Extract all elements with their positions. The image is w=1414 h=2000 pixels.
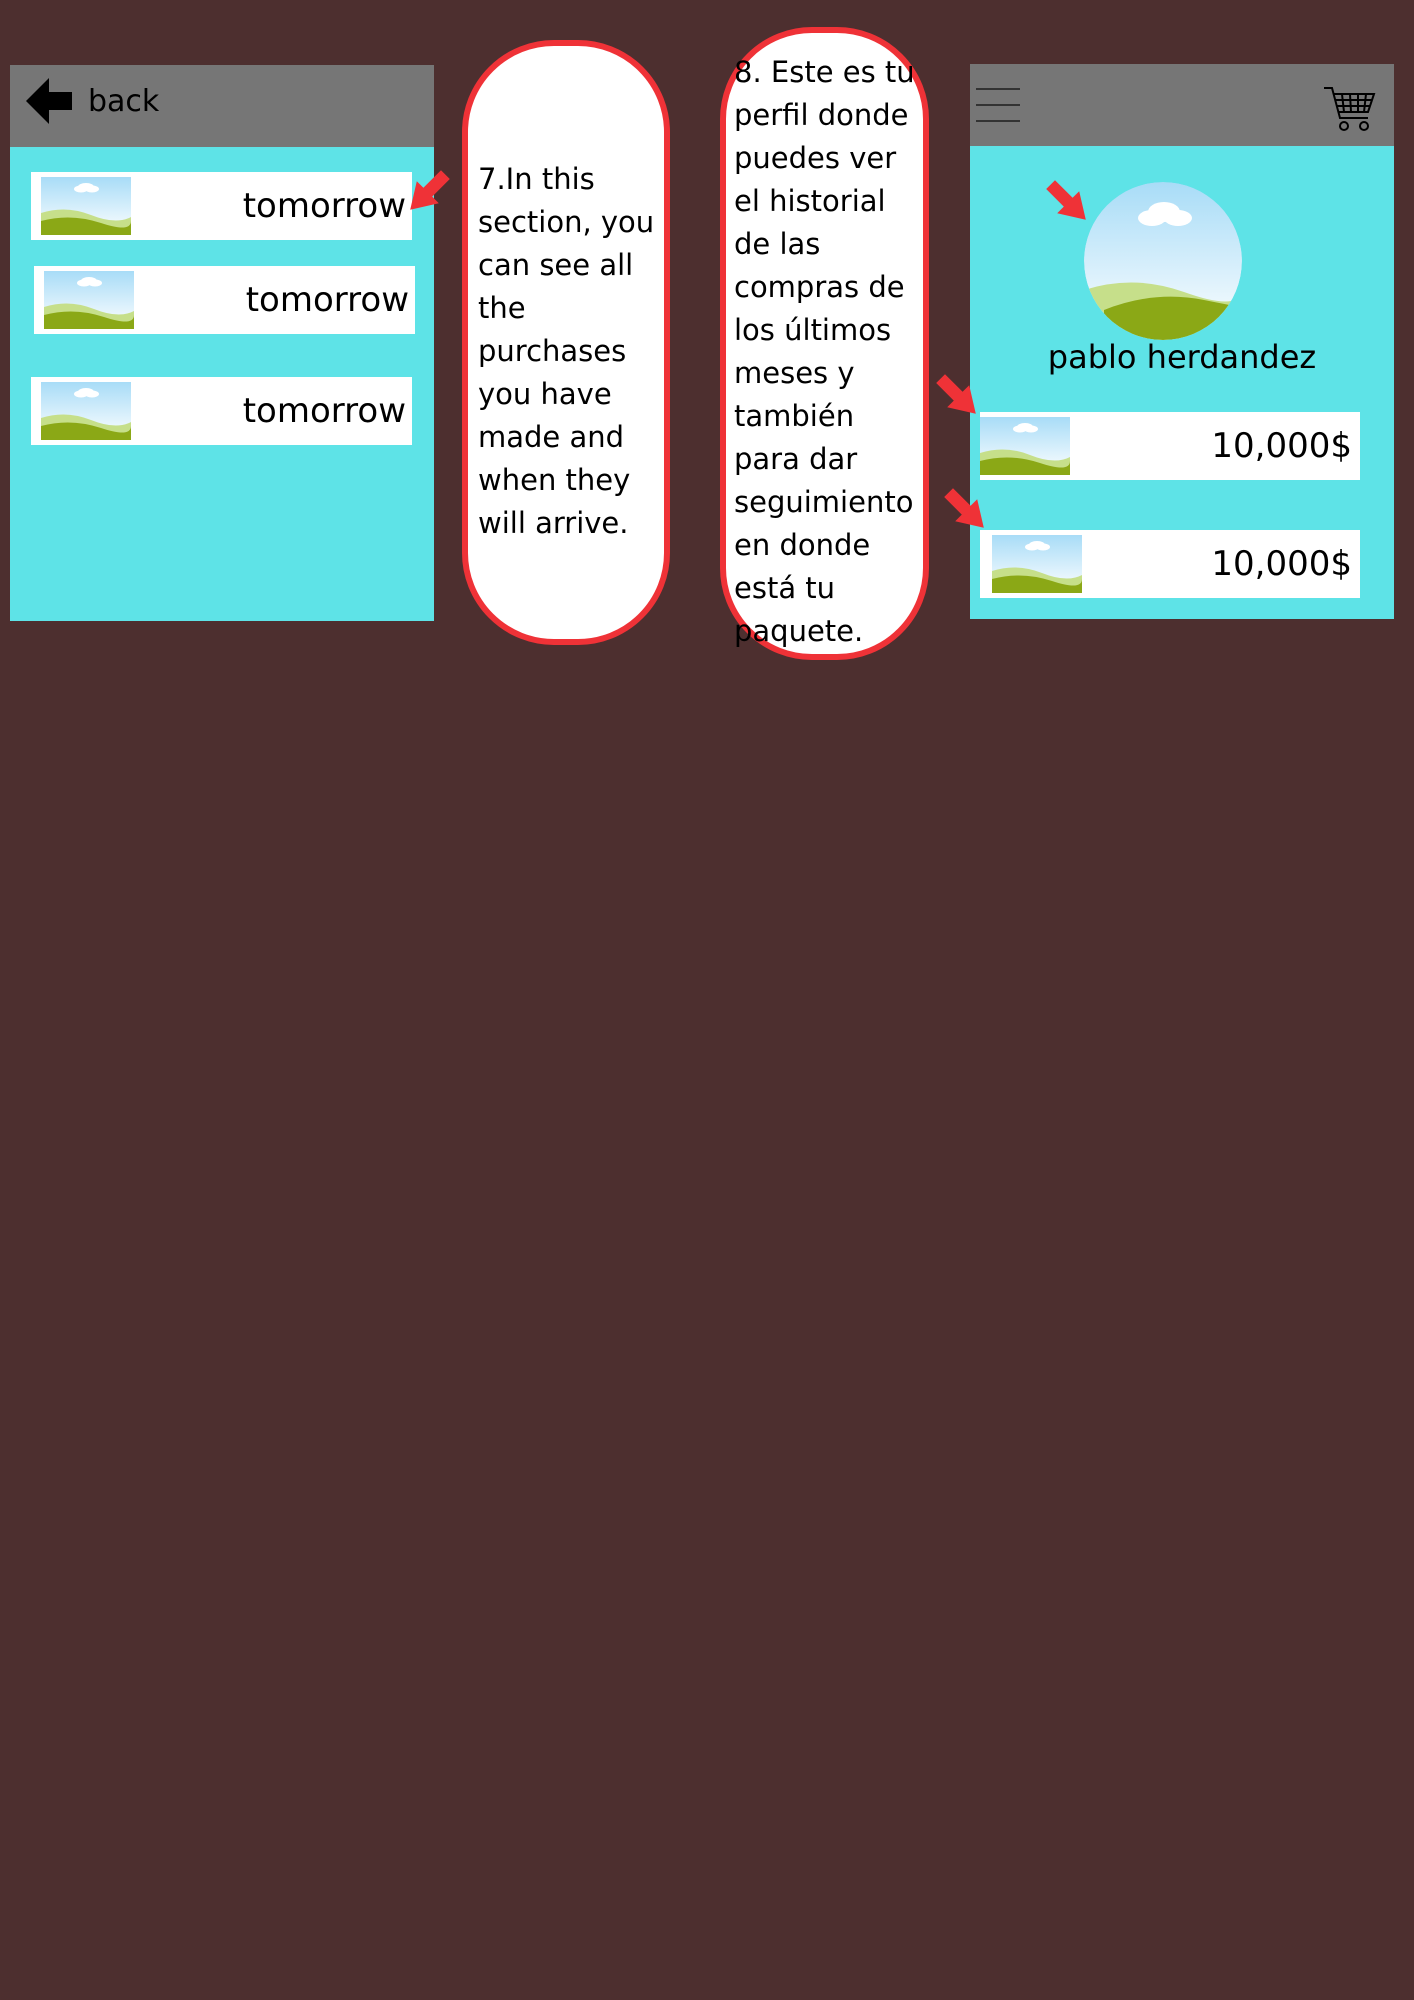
purchase-item[interactable] (31, 172, 412, 240)
image-placeholder-icon (41, 382, 131, 440)
back-label: back (88, 83, 160, 119)
purchases-screen (10, 65, 434, 621)
purchase-item[interactable] (34, 266, 415, 334)
red-arrow-icon (1044, 178, 1088, 222)
image-placeholder-icon (41, 177, 131, 235)
image-placeholder-icon (980, 417, 1070, 475)
avatar[interactable] (1084, 182, 1242, 340)
red-arrow-icon (942, 486, 986, 530)
user-name: pablo herdandez (1047, 338, 1317, 376)
image-placeholder-icon (44, 271, 134, 329)
purchase-item[interactable] (31, 377, 412, 445)
red-arrow-icon (408, 168, 452, 212)
back-button[interactable] (26, 71, 159, 131)
purchases-header (10, 65, 434, 147)
callout-8: 8. Este es tu perfil donde puedes ver el historial de las compras de los últimos meses y también para dar seguimiento en donde está tu paquete. (720, 27, 929, 660)
profile-purchase-item[interactable] (980, 412, 1360, 480)
profile-header (970, 64, 1394, 146)
profile-purchase-item[interactable] (980, 530, 1360, 598)
purchase-price: 10,000$ (1211, 544, 1352, 584)
hamburger-menu-icon[interactable] (976, 86, 1020, 124)
delivery-date: tomorrow (242, 391, 406, 431)
profile-screen (970, 64, 1394, 619)
red-arrow-icon (934, 372, 978, 416)
delivery-date: tomorrow (242, 186, 406, 226)
callout-7: 7.In this section, you can see all the purchases you have made and when they will arrive. (462, 40, 670, 645)
delivery-date: tomorrow (245, 280, 409, 320)
shopping-cart-icon[interactable] (1322, 82, 1376, 134)
back-arrow-icon (26, 78, 72, 124)
purchase-price: 10,000$ (1211, 426, 1352, 466)
image-placeholder-icon (992, 535, 1082, 593)
